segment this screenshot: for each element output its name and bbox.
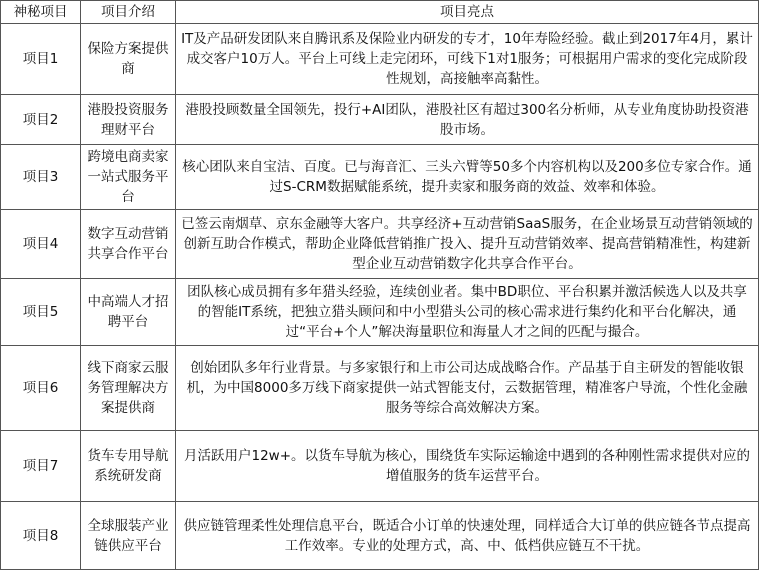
- header-highlight: 项目亮点: [176, 1, 759, 24]
- project-name: 项目8: [1, 502, 81, 570]
- project-intro: 全球服装产业链供应平台: [81, 502, 176, 570]
- table-row: [1, 279, 759, 346]
- project-intro: 数字互动营销共享合作平台: [81, 210, 176, 279]
- project-name: 项目3: [1, 145, 81, 210]
- project-highlight: 港股投顾数量全国领先，投行+AI团队，港股社区有超过300名分析师，从专业角度协助投资港股市场。: [176, 95, 759, 145]
- project-highlight: 月活跃用户12w+。以货车导航为核心，围绕货车实际运输途中遇到的各种刚性需求提供对应的增值服务的货车运营平台。: [176, 431, 759, 502]
- header-intro: 项目介绍: [81, 1, 176, 24]
- project-highlight: 已签云南烟草、京东金融等大客户。共享经济+互动营销SaaS服务，在企业场景互动营销领域的创新互助合作模式，帮助企业降低营销推广投入、提升互动营销效率、提高营销精准性，构建新型企业互动营销数字化共享合作平台。: [176, 210, 759, 279]
- project-highlight: 团队核心成员拥有多年猎头经验，连续创业者。集中BD职位、平台积累并激活候选人以及共享的智能IT系统，把独立猎头顾问和中小型猎头公司的核心需求进行集约化和平台化解决，通过“平台+个人”解决海量职位和海量人才之间的匹配与撮合。: [176, 279, 759, 346]
- project-name: 项目2: [1, 95, 81, 145]
- header-project: 神秘项目: [1, 1, 81, 24]
- project-name: 项目5: [1, 279, 81, 346]
- project-highlight: 核心团队来自宝洁、百度。已与海音汇、三头六臂等50多个内容机构以及200多位专家合作。通过S-CRM数据赋能系统，提升卖家和服务商的效益、效率和体验。: [176, 145, 759, 210]
- table-row: [1, 145, 759, 210]
- table-row: [1, 346, 759, 431]
- project-highlight: 供应链管理柔性处理信息平台，既适合小订单的快速处理，同样适合大订单的供应链各节点提高工作效率。专业的处理方式，高、中、低档供应链互不干扰。: [176, 502, 759, 570]
- table-row: [1, 502, 759, 570]
- project-intro: 货车专用导航系统研发商: [81, 431, 176, 502]
- project-intro: 保险方案提供商: [81, 24, 176, 95]
- project-intro: 中高端人才招聘平台: [81, 279, 176, 346]
- table-row: [1, 431, 759, 502]
- project-highlight: IT及产品研发团队来自腾讯系及保险业内研发的专才，10年寿险经验。截止到2017年4月，累计成交客户10万人。平台上可线上走完闭环，可线下1对1服务；可根据用户需求的变化完成阶段性规划，高接触率高黏性。: [176, 24, 759, 95]
- project-intro: 港股投资服务理财平台: [81, 95, 176, 145]
- table-row: [1, 95, 759, 145]
- project-name: 项目6: [1, 346, 81, 431]
- project-intro: 线下商家云服务管理解决方案提供商: [81, 346, 176, 431]
- table-row: [1, 210, 759, 279]
- table-row: [1, 24, 759, 95]
- project-name: 项目7: [1, 431, 81, 502]
- header-row: [1, 1, 759, 24]
- project-intro: 跨境电商卖家一站式服务平台: [81, 145, 176, 210]
- project-name: 项目1: [1, 24, 81, 95]
- project-name: 项目4: [1, 210, 81, 279]
- project-highlight: 创始团队多年行业背景。与多家银行和上市公司达成战略合作。产品基于自主研发的智能收银机，为中国8000多万线下商家提供一站式智能支付，云数据管理，精准客户导流，个性化金融服务等综合高效解决方案。: [176, 346, 759, 431]
